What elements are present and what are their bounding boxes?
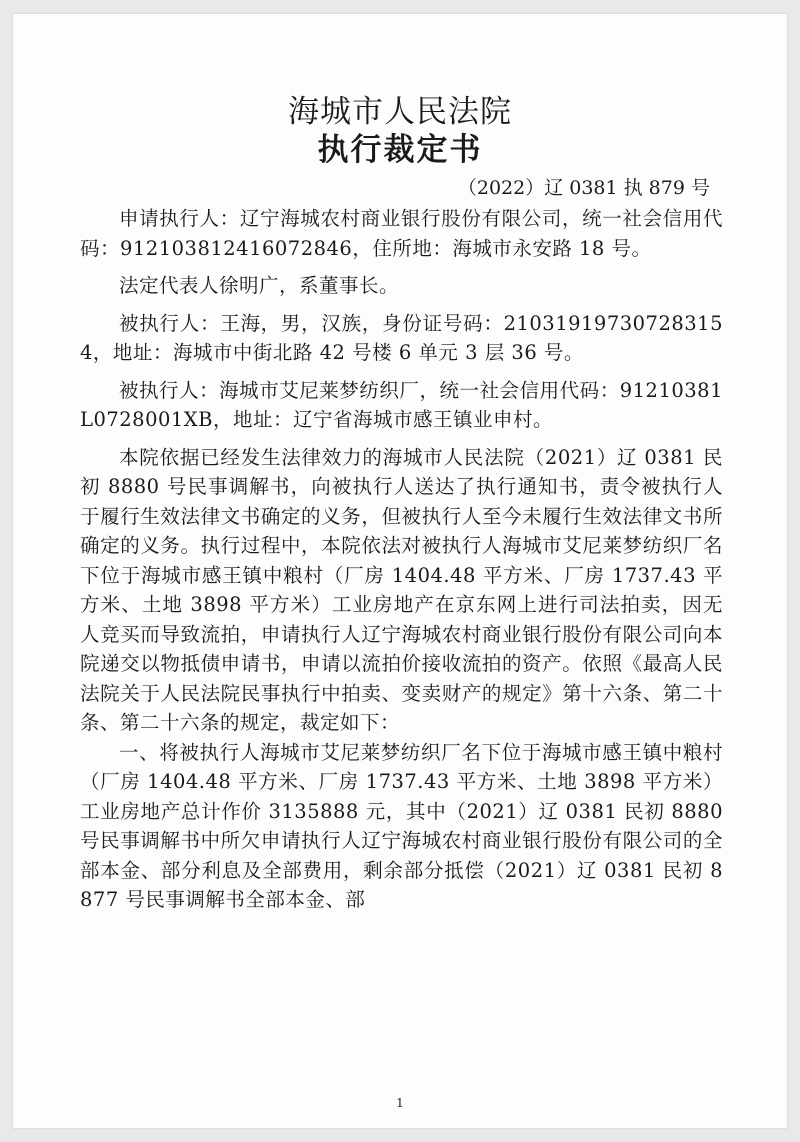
court-name: 海城市人民法院: [288, 94, 512, 130]
facts-paragraph: 本院依据已经发生法律效力的海城市人民法院（2021）辽 0381 民初 8880 号民事调解书，向被执行人送达了执行通知书，责令被执行人于履行生效法律文书确定的义务，但被执行人至今未履行生效法律文书所确定的义务。执行过程中，本院依法对被执行人海城市艾尼莱梦纺织厂名下位于海城市感王镇中粮村（厂房 1404.48 平方米、厂房 1737.43 平方米、土地 3898 平方米）工业房地产在京东网上进行司法拍卖，因无人竞买而导致流拍，申请执行人辽宁海城农村商业银行股份有限公司向本院递交以物抵债申请书，申请以流拍价接收流拍的资产。依照《最高人民法院关于人民法院民事执行中拍卖、变卖财产的规定》第十六条、第二十条、第二十六条的规定，裁定如下：: [80, 445, 723, 734]
page-number: 1: [396, 1096, 404, 1110]
document-body: [80, 204, 723, 915]
legal-representative-paragraph: 法定代表人徐明广，系董事长。: [119, 274, 400, 297]
document-page: [13, 14, 787, 1128]
respondent-paragraph: 被执行人：王海，男，汉族，身份证号码：210319197307283154，地址：海城市中街北路 42 号楼 6 单元 3 层 36 号。: [80, 311, 723, 364]
applicant-paragraph: 申请执行人：辽宁海城农村商业银行股份有限公司，统一社会信用代码：912103812416072846，住所地：海城市永安路 18 号。: [80, 207, 723, 260]
case-number: （2022）辽 0381 执 879 号: [457, 177, 710, 199]
respondent-paragraph: 被执行人：海城市艾尼莱梦纺织厂，统一社会信用代码：91210381L0728001XB，地址：辽宁省海城市感王镇业申村。: [80, 378, 723, 431]
ruling-paragraph: 一、将被执行人海城市艾尼莱梦纺织厂名下位于海城市感王镇中粮村（厂房 1404.48 平方米、厂房 1737.43 平方米、土地 3898 平方米）工业房地产总计作价 3135888 元，其中（2021）辽 0381 民初 8880 号民事调解书中所欠申请执行人辽宁海城农村商业银行股份有限公司的全部本金、部分利息及全部费用，剩余部分抵偿（2021）辽 0381 民初 8877 号民事调解书全部本金、部: [80, 740, 723, 911]
document-title: 执行裁定书: [317, 132, 483, 168]
